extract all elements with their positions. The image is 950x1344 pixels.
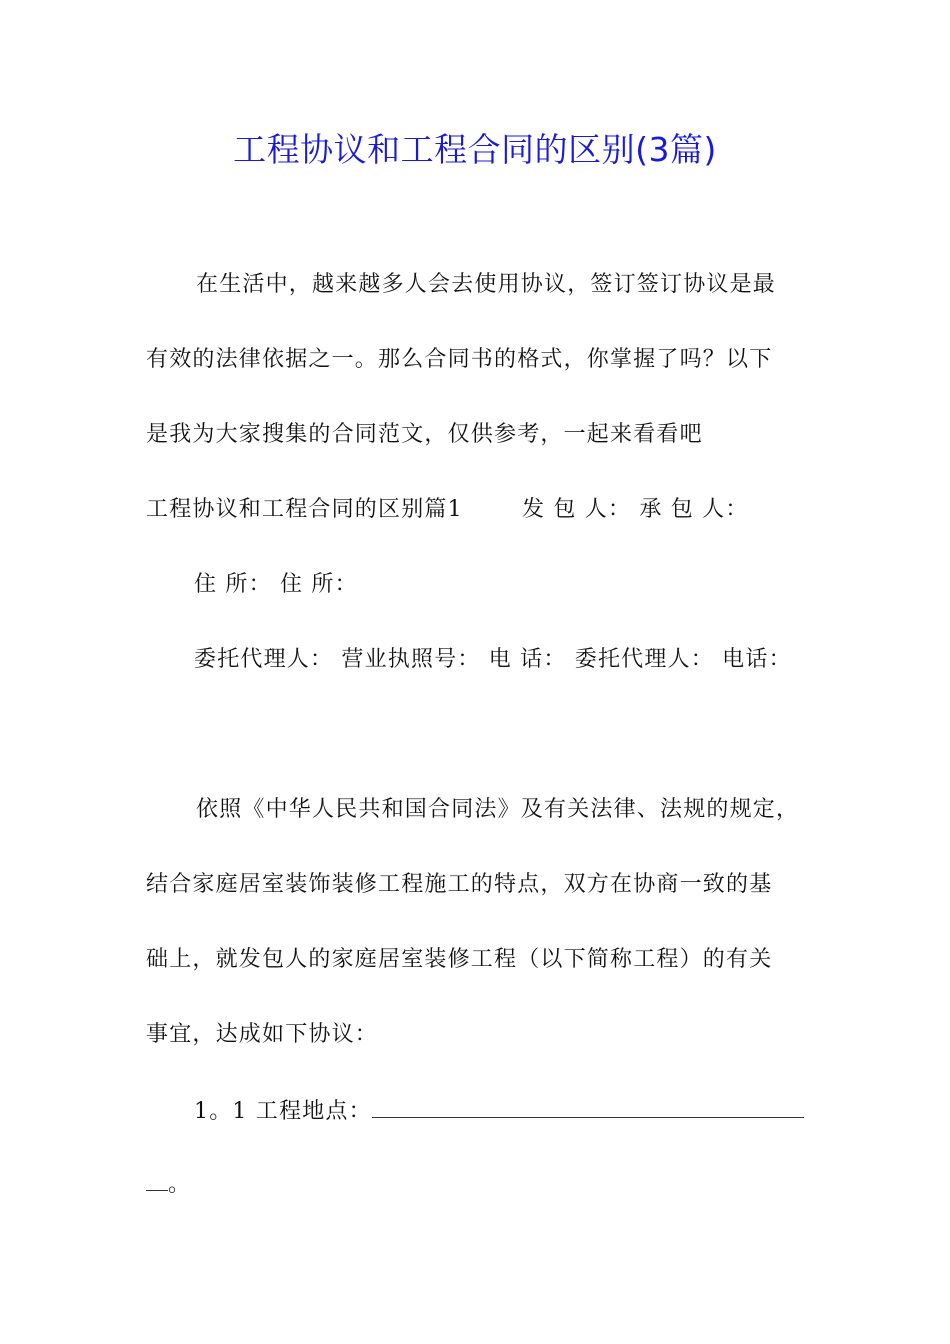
intro-line-3: 是我为大家搜集的合同范文，仅供参考，一起来看看吧 — [146, 422, 703, 447]
basis-line-2: 结合家庭居室装饰装修工程施工的特点，双方在协商一致的基 — [146, 872, 773, 897]
clause-1-1-continuation — [146, 1168, 191, 1200]
intro-line-2: 有效的法律依据之一。那么合同书的格式，你掌握了吗？以下 — [146, 347, 773, 372]
agent-line: 委托代理人： 营业执照号： 电 话： 委托代理人： 电话： — [194, 647, 792, 672]
address-line: 住 所： 住 所： — [194, 572, 358, 597]
basis-line-3: 础上，就发包人的家庭居室装修工程（以下简称工程）的有关 — [146, 947, 773, 972]
intro-line-1: 在生活中，越来越多人会去使用协议，签订签订协议是最 — [196, 272, 777, 297]
clause-1-1-blank — [372, 1095, 804, 1118]
clause-1-1-blank-end — [146, 1168, 168, 1191]
basis-line-1: 依照《中华人民共和国合同法》及有关法律、法规的规定， — [196, 797, 800, 822]
clause-1-1-label: 1。1 工程地点： — [194, 1099, 372, 1124]
clause-1-1 — [194, 1095, 804, 1127]
section-heading: 工程协议和工程合同的区别篇1 — [146, 497, 463, 522]
clause-1-1-end: 。 — [168, 1172, 192, 1197]
parties-line: 发 包 人： 承 包 人： — [522, 497, 749, 522]
basis-line-4: 事宜，达成如下协议： — [146, 1022, 379, 1047]
document-title: 工程协议和工程合同的区别(3篇) — [233, 130, 717, 169]
